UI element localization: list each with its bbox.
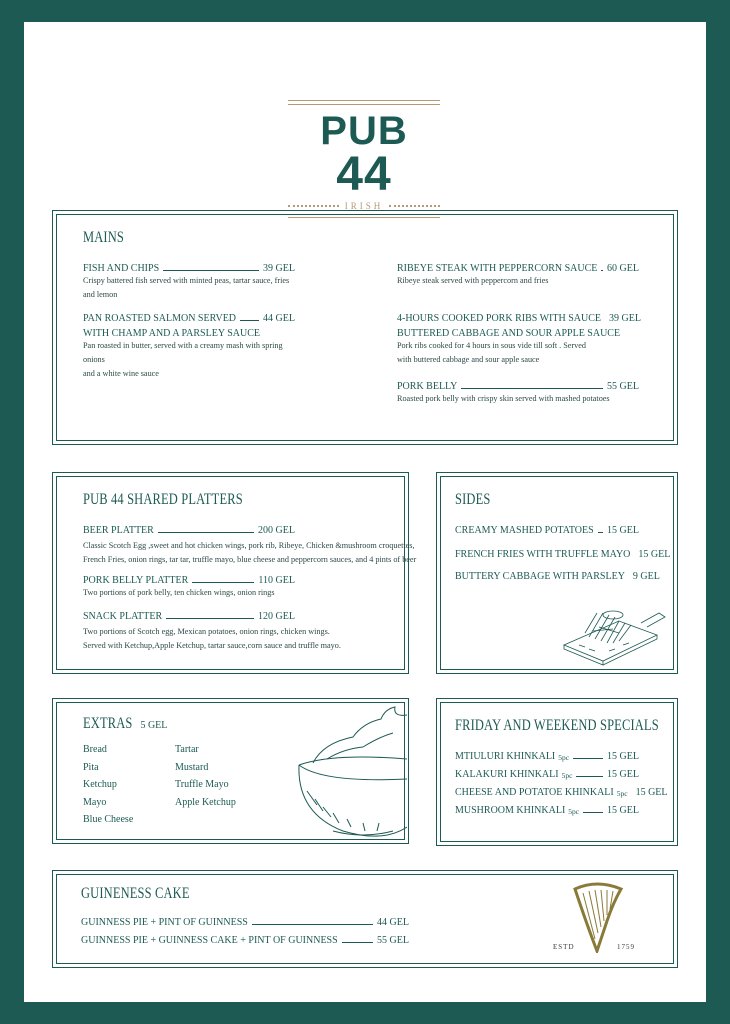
list-item: Truffle Mayo [175,779,229,790]
menu-item [455,525,639,536]
item-name: PORK BELLY PLATTER [83,575,189,586]
menu-page [24,22,706,1002]
item-price: 110 GEL [258,575,295,586]
item-price: 15 GEL [635,787,668,798]
item-price: 15 GEL [607,805,639,816]
item-desc: Classic Scotch Egg ,sweet and hot chicken wings, pork rib, Ribeye, Chicken &mushroom croquettes, [83,541,415,550]
extras-col-1 [83,741,133,829]
menu-item [83,263,295,302]
item-name: FRENCH FRIES WITH TRUFFLE MAYO [455,549,631,560]
item-desc: and a white wine sauce [83,369,159,378]
specials-section [436,698,678,846]
item-name: GUINNESS PIE + GUINNESS CAKE + PINT OF GUINNESS [81,935,338,946]
sides-heading: SIDES [455,491,491,508]
item-price: 39 GEL [263,263,295,274]
item-price: 15 GEL [607,751,639,762]
item-price: 44 GEL [263,313,295,324]
item-desc: French Fries, onion rings, tar tar, truffle mayo, blue cheese and peppercorn sauces, and 4 pints of beer [83,555,417,564]
item-desc: Ribeye steak served with peppercorn and fries [397,276,549,285]
list-item: Tartar [175,744,199,755]
item-name: PORK BELLY [397,381,458,392]
list-item: Pita [83,761,99,773]
item-price: 44 GEL [377,917,409,928]
cake-heading: GUINENESS CAKE [81,885,190,902]
item-price: 120 GEL [258,611,295,622]
menu-item [397,263,639,288]
menu-item [81,917,409,928]
sides-section [436,472,678,674]
cake-section [52,870,678,968]
item-desc: Served with Ketchup,Apple Ketchup, tartar sauce,corn sauce and truffle mayo. [83,641,341,650]
list-item: Mayo [83,796,107,808]
item-qty: 5pc [616,789,628,798]
menu-item [455,769,639,780]
menu-item [83,525,295,536]
logo-rule [288,104,440,105]
brand-estd: ESTD [553,943,575,951]
specials-heading: FRIDAY AND WEEKEND SPECIALS [455,717,659,734]
sauce-bowl-illustration [293,703,407,841]
item-name: CREAMY MASHED POTATOES [455,525,594,536]
menu-item [83,611,295,622]
guinness-logo [553,881,643,961]
extras-price: 5 GEL [140,720,168,731]
list-item: Bread [83,744,107,755]
menu-item [455,571,660,582]
item-desc: Pan roasted in butter, served with a creamy mash with spring onions [83,341,283,364]
item-price: 60 GEL [607,263,639,274]
logo-rule [288,100,440,101]
item-name: CHEESE AND POTATOE KHINKALI [455,787,614,798]
item-subname: BUTTERED CABBAGE AND SOUR APPLE SAUCE [397,328,621,339]
item-qty: 5pc [558,753,570,762]
extras-section [52,698,409,844]
item-desc: Crispy battered fish served with minted peas, tartar sauce, fries [83,276,290,285]
item-name: FISH AND CHIPS [83,263,160,274]
menu-item [81,935,409,946]
logo-number: 44 [336,148,392,201]
item-desc: Two portions of pork belly, ten chicken wings, onion rings [83,588,275,597]
item-desc: Pork ribs cooked for 4 hours in sous vide till soft . Served [397,341,586,350]
mains-section [52,210,678,445]
item-price: 55 GEL [607,381,639,392]
logo-title [288,109,440,199]
item-price: 15 GEL [638,549,671,560]
item-desc: Two portions of Scotch egg, Mexican potatoes, onion rings, chicken wings. [83,627,330,636]
fries-board-illustration [559,593,669,667]
item-desc: with buttered cabbage and sour apple sauce [397,355,540,364]
extras-col-2 [175,741,236,811]
brand-year: 1759 [617,943,635,951]
list-item: Mustard [175,761,209,773]
pub-logo [288,100,440,221]
platters-heading: PUB 44 SHARED PLATTERS [83,491,243,508]
item-price: 200 GEL [258,525,295,536]
menu-item [397,381,639,406]
item-name: RIBEYE STEAK WITH PEPPERCORN SAUCE [397,263,598,274]
list-item: Ketchup [83,779,117,790]
menu-item [455,751,639,762]
item-name: BUTTERY CABBAGE WITH PARSLEY [455,571,625,582]
item-price: 9 GEL [632,571,660,582]
item-name: MUSHROOM KHINKALI [455,805,566,816]
menu-item [455,787,668,798]
list-item: Blue Cheese [83,814,134,825]
item-name: GUINNESS PIE + PINT OF GUINNESS [81,917,248,928]
item-name: BEER PLATTER [83,525,154,536]
item-price: 15 GEL [607,525,639,536]
item-price: 55 GEL [377,935,409,946]
mains-heading: MAINS [83,229,124,246]
item-price: 39 GEL [609,313,641,324]
item-name: SNACK PLATTER [83,611,163,622]
list-item: Apple Ketchup [175,796,236,808]
item-qty: 5pc [568,807,580,816]
item-desc: and lemon [83,290,118,299]
menu-item [83,575,295,600]
logo-subtitle: IRISH [344,201,384,211]
menu-item [83,313,295,381]
item-name: PAN ROASTED SALMON SERVED [83,313,237,324]
item-price: 15 GEL [607,769,639,780]
logo-name: PUB [320,109,408,153]
platters-section [52,472,417,674]
item-name: KALAKURI KHINKALI [455,769,559,780]
item-name: 4-HOURS COOKED PORK RIBS WITH SAUCE [397,313,601,324]
item-qty: 5pc [561,771,573,780]
menu-item [397,313,639,367]
item-name: MTIULURI KHINKALI [455,751,556,762]
menu-item [455,805,639,816]
item-subname: WITH CHAMP AND A PARSLEY SAUCE [83,328,260,339]
extras-heading: EXTRAS [83,715,133,732]
menu-item [455,549,671,560]
item-desc: Roasted pork belly with crispy skin served with mashed potatoes [397,394,610,403]
